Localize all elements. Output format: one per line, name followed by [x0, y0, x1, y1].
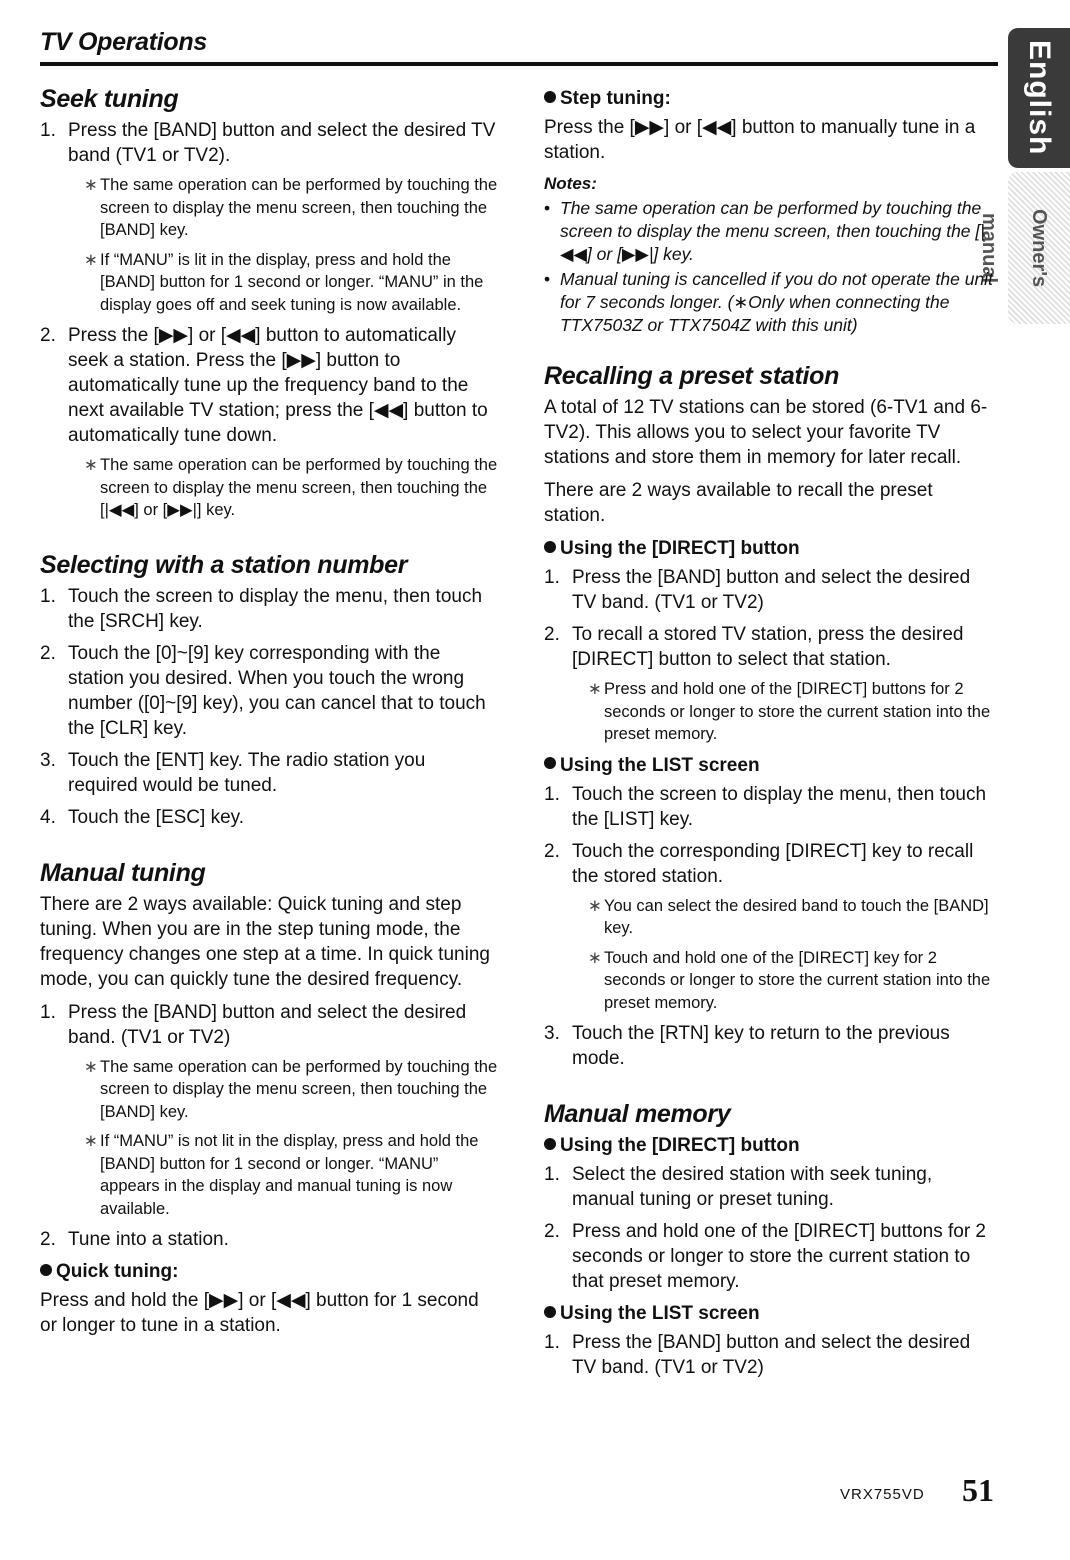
subsection-heading: Using the LIST screen: [544, 1301, 999, 1326]
asterisk-icon: ∗: [84, 250, 98, 269]
section-step-tuning: [544, 86, 999, 337]
left-column: [40, 84, 500, 1366]
step-text: Touch the [RTN] key to return to the previous mode.: [572, 1023, 950, 1069]
step-item: [544, 622, 999, 746]
step-text: Touch the [0]~[9] key corresponding with the station you desired. When you touch the wrong number ([0]~[9] key), you can cancel that to touch the [CLR] key.: [68, 642, 486, 739]
asterisk-icon: ∗: [84, 456, 98, 474]
section-recalling-preset: [544, 361, 999, 1071]
quick-tuning-heading: Quick tuning:: [40, 1259, 500, 1284]
section-title: Manual tuning: [40, 858, 206, 887]
step-list: [544, 1330, 999, 1380]
note: ∗ Press and hold one of the [DIRECT] buttons for 2 seconds or longer to store the current station into the preset memory.: [588, 680, 991, 743]
step-item: [40, 805, 500, 830]
step-item: [40, 641, 500, 741]
step-number: 1.: [40, 585, 56, 607]
step-item: [40, 584, 500, 634]
step-list: [40, 584, 500, 830]
bullet-icon: [544, 757, 556, 769]
intro-text: There are 2 ways available: Quick tuning and step tuning. When you are in the step tuning mode, the frequency changes one step at a time. In quick tuning mode, you can quickly tune the desired frequency.: [40, 893, 490, 990]
step-number: 1.: [544, 1332, 560, 1353]
paragraph: There are 2 ways available to recall the preset station.: [544, 480, 933, 526]
section-manual-tuning: [40, 858, 500, 1339]
note: ∗ The same operation can be performed by touching the screen to display the menu screen, then touching the [BAND] key.: [84, 176, 498, 239]
step-number: 1.: [544, 783, 560, 805]
model-number: VRX755VD: [840, 1486, 925, 1503]
step-item: [40, 118, 500, 316]
note: ∗ If “MANU” is lit in the display, press and hold the [BAND] button for 1 second or longer. “MANU” in the display goes off and seek tuning is now available.: [84, 250, 484, 314]
step-number: 2.: [40, 642, 56, 664]
subsection-heading: Using the [DIRECT] button: [544, 1133, 999, 1158]
step-number: 4.: [40, 806, 56, 828]
bullet-icon: [544, 541, 556, 553]
step-item: [544, 839, 999, 1015]
asterisk-icon: ∗: [588, 948, 602, 967]
step-number: 2.: [544, 624, 560, 645]
step-list: [40, 1000, 500, 1253]
step-number: 2.: [40, 1229, 56, 1250]
step-text: Press the [▶▶] or [◀◀] button to automatically seek a station. Press the [▶▶] button to automatically tune up the frequency band to the next available TV station; press the [◀◀] button to automatically tune down.: [68, 325, 488, 446]
step-item: [40, 323, 500, 522]
note: ∗ Touch and hold one of the [DIRECT] key for 2 seconds or longer to store the current station into the preset memory.: [588, 948, 991, 1012]
notes-label: Notes:: [544, 174, 597, 193]
step-item: [544, 1021, 999, 1071]
step-item: [544, 1219, 999, 1294]
section-title: Selecting with a station number: [40, 550, 408, 579]
bullet-icon: [40, 1264, 52, 1276]
note: • Manual tuning is cancelled if you do not operate the unit for 7 seconds longer. (∗Only when connecting the TTX7503Z or TTX7504Z with this unit): [544, 269, 993, 335]
section-seek-tuning: [40, 84, 500, 522]
step-number: 2.: [544, 1221, 560, 1242]
step-number: 1.: [544, 567, 560, 588]
note: ∗ If “MANU” is not lit in the display, press and hold the [BAND] button for 1 second or longer. “MANU” appears in the display and manual tuning is now available.: [84, 1132, 479, 1218]
bullet-icon: [544, 91, 556, 103]
paragraph: A total of 12 TV stations can be stored (6-TV1 and 6-TV2). This allows you to select your favorite TV stations and store them in memory for later recall.: [544, 397, 988, 468]
step-number: 1.: [40, 120, 56, 141]
step-list: [544, 1162, 999, 1294]
step-number: 3.: [544, 1023, 560, 1044]
step-text: Touch the [ENT] key. The radio station you required would be tuned.: [68, 749, 426, 796]
step-text: To recall a stored TV station, press the desired [DIRECT] button to select that station.: [572, 624, 964, 670]
asterisk-icon: ∗: [588, 680, 602, 698]
subsection-heading: Using the [DIRECT] button: [544, 536, 999, 561]
step-item: [40, 748, 500, 798]
note: ∗ The same operation can be performed by touching the screen to display the menu screen, then touching the [|◀◀] or [▶▶|] key.: [84, 456, 498, 519]
step-text: Touch the [ESC] key.: [68, 806, 245, 828]
step-list: [544, 782, 999, 1072]
language-tab-label: English: [1023, 40, 1056, 156]
page-title: TV Operations: [40, 28, 207, 56]
step-number: 2.: [544, 840, 560, 862]
note: • The same operation can be performed by touching the screen to display the menu screen, then touching the [|◀◀] or [▶▶|] key.: [544, 198, 985, 264]
bullet-icon: •: [544, 198, 551, 218]
asterisk-icon: ∗: [84, 1132, 98, 1150]
step-number: 2.: [40, 325, 56, 346]
right-column: [544, 84, 999, 1408]
step-number: 3.: [40, 749, 56, 771]
section-title: Recalling a preset station: [544, 362, 840, 390]
step-item: [544, 1330, 999, 1380]
asterisk-icon: ∗: [588, 896, 602, 915]
quick-tuning-text: Press and hold the [▶▶] or [◀◀] button for 1 second or longer to tune in a station.: [40, 1290, 479, 1336]
section-manual-memory: [544, 1099, 999, 1380]
section-title: Seek tuning: [40, 85, 179, 113]
step-item: [544, 1162, 999, 1212]
step-text: Touch the screen to display the menu, then touch the [LIST] key.: [572, 783, 987, 830]
bullet-icon: [544, 1306, 556, 1318]
asterisk-icon: ∗: [84, 176, 98, 194]
subsection-heading: Using the LIST screen: [544, 753, 999, 778]
step-text: Press the [BAND] button and select the desired band. (TV1 or TV2): [68, 1001, 467, 1048]
section-title: Manual memory: [544, 1100, 731, 1128]
step-text: Touch the screen to display the menu, then touch the [SRCH] key.: [68, 585, 483, 632]
bullet-icon: [544, 1138, 556, 1150]
step-list: [544, 565, 999, 746]
step-item: [40, 1000, 500, 1221]
section-selecting-station-number: [40, 550, 500, 830]
header-rule: [40, 62, 998, 66]
step-number: 1.: [544, 1164, 560, 1185]
note: ∗ The same operation can be performed by touching the screen to display the menu screen, then touching the [BAND] key.: [84, 1057, 498, 1121]
bullet-icon: •: [544, 269, 551, 289]
page-number: 51: [962, 1472, 994, 1508]
step-text: Touch the corresponding [DIRECT] key to recall the stored station.: [572, 840, 974, 887]
step-item: [40, 1227, 500, 1252]
asterisk-icon: ∗: [84, 1057, 98, 1076]
step-tuning-text: Press the [▶▶] or [◀◀] button to manually tune in a station.: [544, 117, 976, 163]
step-list: [40, 118, 500, 522]
step-text: Press the [BAND] button and select the desired TV band. (TV1 or TV2): [572, 1332, 971, 1378]
step-number: 1.: [40, 1001, 56, 1023]
manual-tab-label: Owner's manual: [978, 208, 1050, 288]
step-text: Select the desired station with seek tuning, manual tuning or preset tuning.: [572, 1164, 933, 1210]
step-text: Press and hold one of the [DIRECT] buttons for 2 seconds or longer to store the current station to that preset memory.: [572, 1221, 987, 1292]
step-text: Tune into a station.: [68, 1229, 229, 1250]
note: ∗ You can select the desired band to touch the [BAND] key.: [588, 896, 989, 937]
step-item: [544, 782, 999, 832]
step-text: Press the [BAND] button and select the desired TV band. (TV1 or TV2): [572, 567, 971, 613]
step-item: [544, 565, 999, 615]
step-tuning-heading: Step tuning:: [544, 86, 999, 111]
step-text: Press the [BAND] button and select the desired TV band (TV1 or TV2).: [68, 120, 496, 166]
